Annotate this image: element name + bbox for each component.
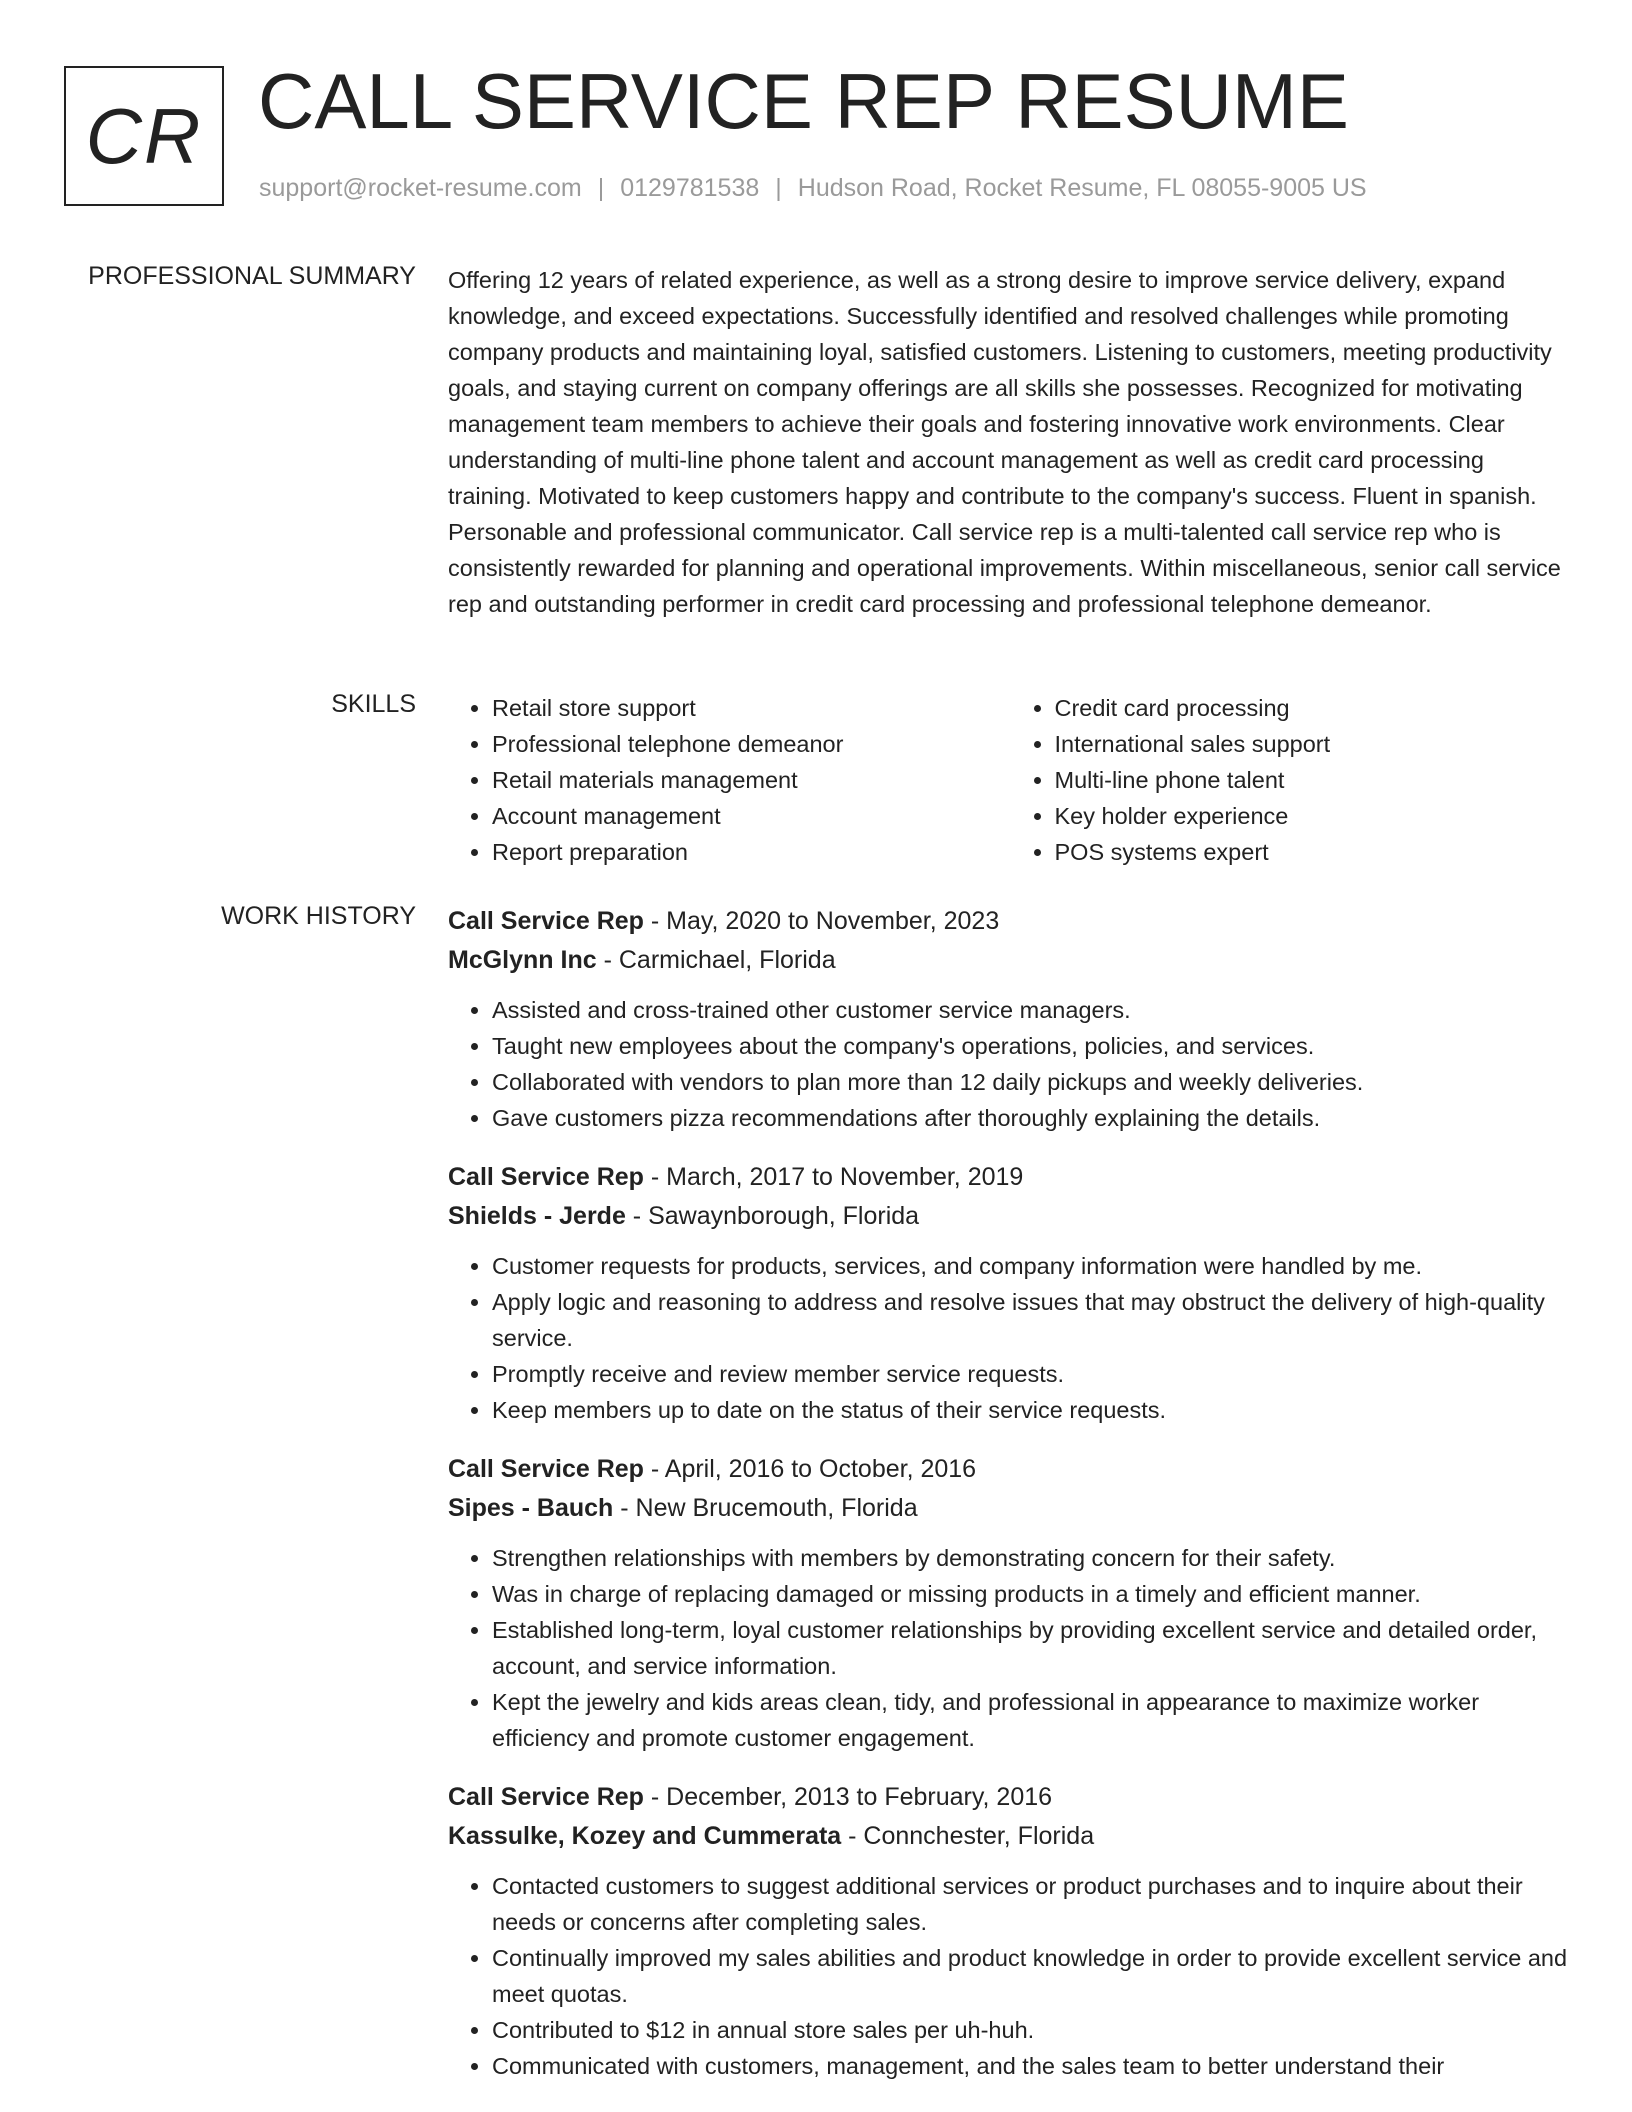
job-company-line [448, 1817, 1573, 1856]
job-bullets [448, 1540, 1573, 1756]
job-bullet: • Contacted customers to suggest additional services or product purchases and to inquire about their needs or concerns after completing sales. [492, 1868, 1573, 1940]
skills-list [448, 690, 1573, 870]
job-bullet: • Keep members up to date on the status of their service requests. [492, 1392, 1573, 1428]
job-bullet: • Kept the jewelry and kids areas clean, tidy, and professional in appearance to maximize worker efficiency and promote customer engagement. [492, 1684, 1573, 1756]
job-bullet: • Continually improved my sales abilities and product knowledge in order to provide excellent service and meet quotas. [492, 1940, 1573, 2012]
job-bullets [448, 1868, 1573, 2084]
job-role: Call Service Rep [448, 1163, 644, 1191]
job-bullet: • Assisted and cross-trained other customer service managers. [492, 992, 1573, 1028]
job-company: McGlynn Inc [448, 946, 597, 974]
skill-item: • Credit card processing [1055, 690, 1574, 726]
skill-item: • POS systems expert [1055, 834, 1574, 870]
job-bullet: • Communicated with customers, management, and the sales team to better understand their [492, 2048, 1573, 2084]
contact-address: Hudson Road, Rocket Resume, FL 08055-9005 US [797, 174, 1367, 202]
contact-email[interactable]: support@rocket-resume.com [259, 174, 582, 202]
skill-item: • Retail materials management [492, 762, 1011, 798]
skills-column-right [1011, 690, 1574, 870]
job-bullet: • Gave customers pizza recommendations after thoroughly explaining the details. [492, 1100, 1573, 1136]
job-dates: - April, 2016 to October, 2016 [643, 1455, 977, 1483]
job-company-line [448, 1489, 1573, 1528]
work-history [448, 902, 1573, 2106]
contact-separator: | [775, 174, 782, 202]
job-bullet: • Apply logic and reasoning to address and resolve issues that may obstruct the delivery of high-quality service. [492, 1284, 1573, 1356]
section-label-summary: PROFESSIONAL SUMMARY [88, 262, 416, 290]
job-company-line [448, 941, 1573, 980]
job-bullet: • Promptly receive and review member service requests. [492, 1356, 1573, 1392]
job-location: - Connchester, Florida [841, 1822, 1095, 1850]
section-label-work-history: WORK HISTORY [221, 902, 416, 930]
skill-item: • Key holder experience [1055, 798, 1574, 834]
job-bullet: • Taught new employees about the company's operations, policies, and services. [492, 1028, 1573, 1064]
skill-item: • Professional telephone demeanor [492, 726, 1011, 762]
job-title-line [448, 1778, 1573, 1817]
skill-item: • Report preparation [492, 834, 1011, 870]
job-entry [448, 1450, 1573, 1756]
job-bullet: • Collaborated with vendors to plan more than 12 daily pickups and weekly deliveries. [492, 1064, 1573, 1100]
contact-line [259, 174, 1367, 203]
job-bullet: • Customer requests for products, services, and company information were handled by me. [492, 1248, 1573, 1284]
contact-separator: | [597, 174, 605, 202]
job-entry [448, 1158, 1573, 1428]
job-bullet: • Contributed to $12 in annual store sales per uh-huh. [492, 2012, 1573, 2048]
job-role: Call Service Rep [448, 907, 644, 935]
job-title-line [448, 1450, 1573, 1489]
job-bullet: • Established long-term, loyal customer relationships by providing excellent service and detailed order, account, and service information. [492, 1612, 1573, 1684]
job-bullet: • Was in charge of replacing damaged or missing products in a timely and efficient manner. [492, 1576, 1573, 1612]
job-location: - Sawaynborough, Florida [625, 1202, 920, 1230]
job-dates: - May, 2020 to November, 2023 [643, 907, 1000, 935]
job-title-line [448, 902, 1573, 941]
skill-item: • Multi-line phone talent [1055, 762, 1574, 798]
job-dates: - December, 2013 to February, 2016 [643, 1783, 1053, 1811]
skill-item: • Retail store support [492, 690, 1011, 726]
job-entry [448, 1778, 1573, 2084]
job-role: Call Service Rep [448, 1455, 644, 1483]
job-company: Sipes - Bauch [448, 1494, 614, 1522]
resume-title: CALL SERVICE REP RESUME [258, 57, 1349, 145]
contact-phone[interactable]: 0129781538 [620, 174, 760, 202]
job-location: - New Brucemouth, Florida [613, 1494, 918, 1522]
job-bullets [448, 992, 1573, 1136]
monogram: CR [64, 66, 224, 206]
job-company: Kassulke, Kozey and Cummerata [448, 1822, 842, 1850]
job-bullet: • Strengthen relationships with members by demonstrating concern for their safety. [492, 1540, 1573, 1576]
job-dates: - March, 2017 to November, 2019 [643, 1163, 1024, 1191]
job-location: - Carmichael, Florida [596, 946, 836, 974]
job-title-line [448, 1158, 1573, 1197]
job-company: Shields - Jerde [448, 1202, 626, 1230]
job-bullets [448, 1248, 1573, 1428]
job-company-line [448, 1197, 1573, 1236]
skill-item: • International sales support [1055, 726, 1574, 762]
job-entry [448, 902, 1573, 1136]
skill-item: • Account management [492, 798, 1011, 834]
skills-column-left [448, 690, 1011, 870]
section-label-skills: SKILLS [331, 690, 416, 718]
job-role: Call Service Rep [448, 1783, 644, 1811]
professional-summary: Offering 12 years of related experience, as well as a strong desire to improve service delivery, expand knowledge, and exceed expectations. Successfully identified and resolved challenges while promoting company products and maintaining loyal, satisfied customers. Listening to customers, meeting productivity goals, and staying current on company offerings are all skills she possesses. Recognized for motivating management team members to achieve their goals and fostering innovative work environments. Clear understanding of multi-line phone talent and account management as well as credit card processing training. Motivated to keep customers happy and contribute to the company's success. Fluent in spanish. Personable and professional communicator. Call service rep is a multi-talented call service rep who is consistently rewarded for planning and operational improvements. Within miscellaneous, senior call service rep and outstanding performer in credit card processing and professional telephone demeanor. [448, 267, 1561, 617]
